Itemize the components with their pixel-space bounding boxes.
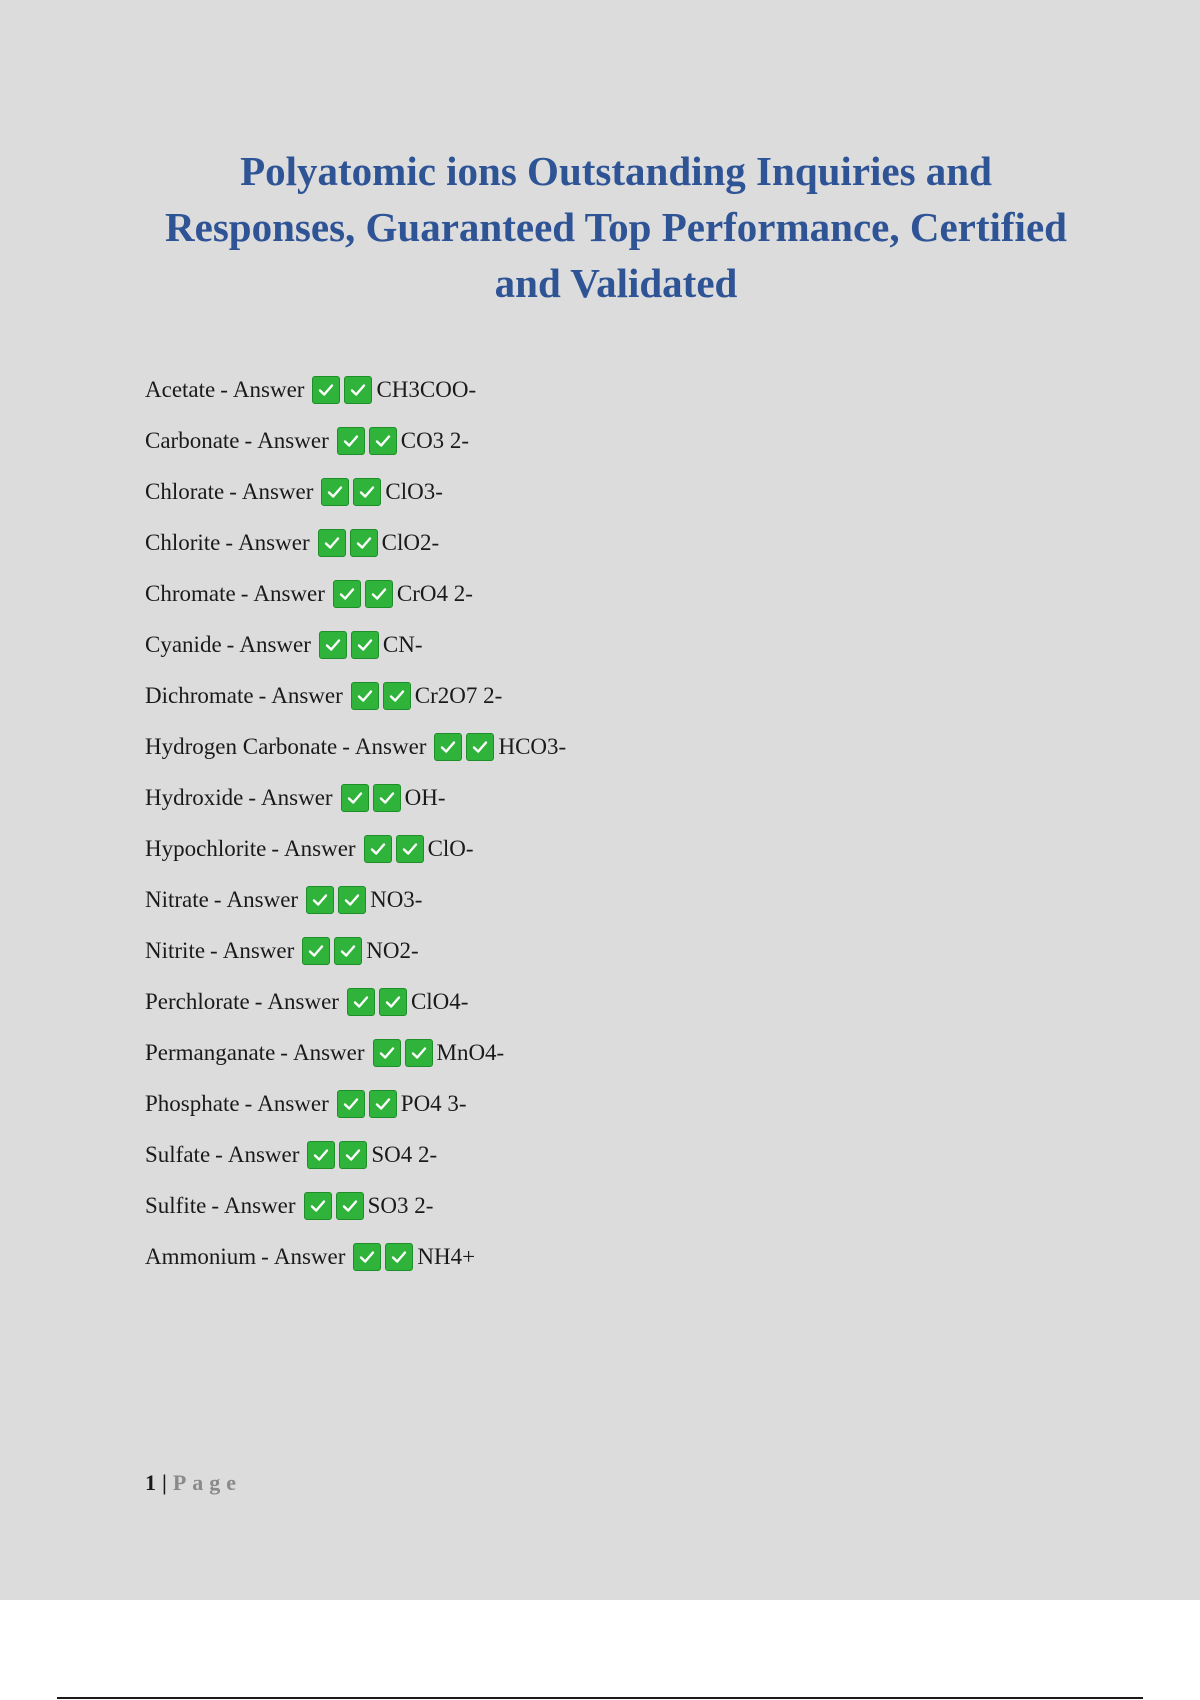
checkmark-icon — [302, 937, 330, 965]
separator: - — [210, 937, 218, 963]
ion-name: Permanganate — [145, 1039, 276, 1065]
list-item — [145, 1231, 1045, 1282]
separator: - — [258, 682, 267, 708]
checkmark-icon — [466, 733, 494, 761]
ion-name: Hypochlorite — [145, 835, 267, 861]
footer-divider: | — [162, 1470, 167, 1495]
separator: - — [254, 988, 263, 1014]
page-footer — [145, 1470, 242, 1496]
ion-name: Carbonate — [145, 427, 240, 453]
answer-label: Answer — [273, 1243, 346, 1269]
checkmark-icon — [405, 1039, 433, 1067]
checkmark-icon — [379, 988, 407, 1016]
list-item — [145, 1078, 1045, 1129]
ion-name: Hydroxide — [145, 784, 244, 810]
ion-name: Dichromate — [145, 682, 254, 708]
ion-formula: NH4+ — [417, 1243, 476, 1269]
checkmark-icon — [337, 427, 365, 455]
answer-label: Answer — [222, 937, 295, 963]
list-item — [145, 364, 1045, 415]
list-item — [145, 568, 1045, 619]
checkmark-icon — [344, 376, 372, 404]
checkmark-icon — [306, 886, 334, 914]
ion-formula: CN- — [382, 631, 423, 657]
list-item — [145, 1180, 1045, 1231]
bottom-rule — [57, 1697, 1143, 1699]
list-item — [145, 874, 1045, 925]
checkmark-icon — [351, 631, 379, 659]
list-item — [145, 670, 1045, 721]
separator: - — [213, 886, 222, 912]
checkmark-icon — [385, 1243, 413, 1271]
list-item — [145, 1129, 1045, 1180]
answer-label: Answer — [232, 376, 305, 402]
separator: - — [244, 1090, 253, 1116]
ion-name: Hydrogen Carbonate — [145, 733, 338, 759]
checkmark-icon — [396, 835, 424, 863]
ion-name: Nitrite — [145, 937, 206, 963]
list-item — [145, 466, 1045, 517]
ion-formula: ClO3- — [385, 478, 443, 504]
page-label: Page — [172, 1470, 243, 1495]
checkmark-icon — [333, 580, 361, 608]
ion-formula: NO2- — [366, 937, 419, 963]
answer-label: Answer — [271, 682, 343, 708]
answer-label: Answer — [226, 886, 299, 912]
checkmark-icon — [312, 376, 340, 404]
list-item — [145, 925, 1045, 976]
answer-label: Answer — [257, 1090, 329, 1116]
page-number: 1 — [145, 1470, 156, 1495]
list-item — [145, 415, 1045, 466]
ion-name: Chlorate — [145, 478, 225, 504]
ion-formula: NO3- — [370, 886, 423, 912]
answer-label: Answer — [241, 478, 314, 504]
ion-name: Ammonium — [145, 1243, 257, 1269]
checkmark-icon — [353, 1243, 381, 1271]
answer-label: Answer — [224, 1192, 296, 1218]
checkmark-icon — [339, 1141, 367, 1169]
separator: - — [215, 1141, 223, 1167]
separator: - — [211, 1192, 220, 1218]
checkmark-icon — [336, 1192, 364, 1220]
separator: - — [229, 478, 237, 504]
checkmark-icon — [347, 988, 375, 1016]
checkmark-icon — [353, 478, 381, 506]
document-title: Polyatomic ions Outstanding Inquiries and Responses, Guaranteed Top Performance, Certified and Validated — [165, 148, 1067, 306]
ion-name: Chromate — [145, 580, 236, 606]
ion-formula: MnO4- — [436, 1039, 505, 1065]
answer-label: Answer — [261, 784, 333, 810]
ion-formula: CH3COO- — [376, 376, 477, 402]
ion-name: Nitrate — [145, 886, 209, 912]
list-item — [145, 823, 1045, 874]
answer-label: Answer — [284, 835, 356, 861]
separator: - — [271, 835, 280, 861]
checkmark-icon — [319, 631, 347, 659]
list-item — [145, 976, 1045, 1027]
answer-label: Answer — [238, 529, 310, 555]
checkmark-icon — [350, 529, 378, 557]
ion-name: Phosphate — [145, 1090, 240, 1116]
ion-formula: ClO4- — [410, 988, 469, 1014]
checkmark-icon — [434, 733, 462, 761]
answer-label: Answer — [227, 1141, 300, 1167]
separator: - — [240, 580, 249, 606]
separator: - — [342, 733, 350, 759]
checkmark-icon — [369, 1090, 397, 1118]
checkmark-icon — [337, 1090, 365, 1118]
ion-name: Perchlorate — [145, 988, 250, 1014]
ion-formula: Cr2O7 2- — [414, 682, 503, 708]
separator: - — [225, 529, 234, 555]
list-item — [145, 772, 1045, 823]
list-item — [145, 517, 1045, 568]
separator: - — [226, 631, 235, 657]
checkmark-icon — [307, 1141, 335, 1169]
qa-list — [145, 364, 1045, 1282]
separator: - — [248, 784, 257, 810]
checkmark-icon — [383, 682, 411, 710]
answer-label: Answer — [267, 988, 339, 1014]
answer-label: Answer — [292, 1039, 365, 1065]
checkmark-icon — [364, 835, 392, 863]
ion-name: Cyanide — [145, 631, 222, 657]
answer-label: Answer — [354, 733, 427, 759]
separator: - — [280, 1039, 288, 1065]
ion-formula: SO4 2- — [371, 1141, 438, 1167]
ion-formula: SO3 2- — [367, 1192, 434, 1218]
ion-formula: ClO- — [427, 835, 474, 861]
checkmark-icon — [373, 784, 401, 812]
separator: - — [244, 427, 253, 453]
checkmark-icon — [341, 784, 369, 812]
checkmark-icon — [373, 1039, 401, 1067]
ion-formula: CO3 2- — [400, 427, 470, 453]
checkmark-icon — [304, 1192, 332, 1220]
ion-name: Chlorite — [145, 529, 221, 555]
list-item — [145, 721, 1045, 772]
answer-label: Answer — [239, 631, 311, 657]
answer-label: Answer — [257, 427, 329, 453]
separator: - — [220, 376, 228, 402]
ion-formula: PO4 3- — [400, 1090, 467, 1116]
checkmark-icon — [318, 529, 346, 557]
ion-name: Sulfate — [145, 1141, 211, 1167]
ion-formula: HCO3- — [498, 733, 567, 759]
ion-formula: OH- — [404, 784, 446, 810]
ion-name: Sulfite — [145, 1192, 207, 1218]
separator: - — [261, 1243, 269, 1269]
checkmark-icon — [338, 886, 366, 914]
answer-label: Answer — [253, 580, 325, 606]
checkmark-icon — [365, 580, 393, 608]
checkmark-icon — [351, 682, 379, 710]
ion-formula: ClO2- — [381, 529, 440, 555]
checkmark-icon — [334, 937, 362, 965]
ion-name: Acetate — [145, 376, 216, 402]
list-item — [145, 619, 1045, 670]
ion-formula: CrO4 2- — [396, 580, 473, 606]
checkmark-icon — [321, 478, 349, 506]
checkmark-icon — [369, 427, 397, 455]
list-item — [145, 1027, 1045, 1078]
